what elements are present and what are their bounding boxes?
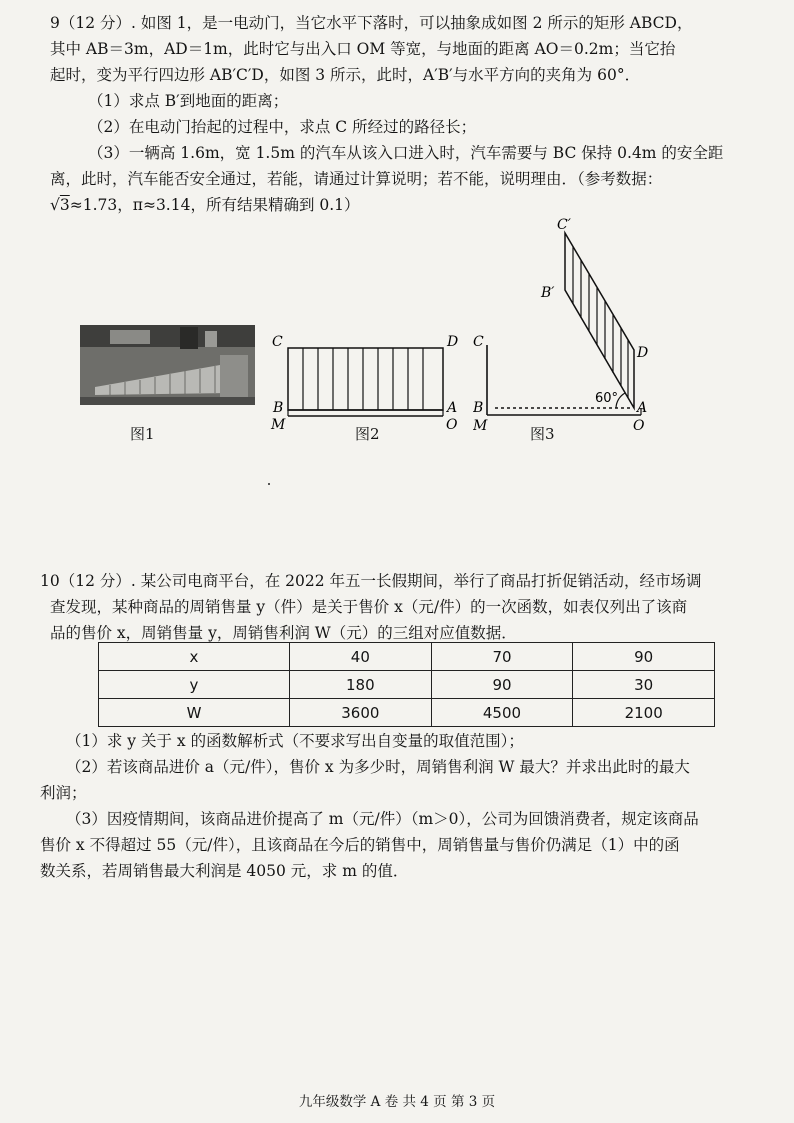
fig3-point-C: C xyxy=(473,334,484,350)
fig3-point-D: D xyxy=(637,345,649,361)
table-cell: 90 xyxy=(573,643,715,671)
figure1-photo xyxy=(80,325,255,405)
q9-line1: 9（12 分）. 如图 1，是一电动门，当它水平下落时，可以抽象成如图 2 所示的矩形 ABCD， xyxy=(50,14,693,32)
figures-area xyxy=(80,215,680,450)
q10-part3-line1: （3）因疫情期间，该商品进价提高了 m（元/件）（m＞0），公司为回馈消费者，规定该商品 xyxy=(66,810,699,828)
fig2-point-M: M xyxy=(271,417,286,430)
table-cell: 2100 xyxy=(573,699,715,727)
figure3-label: 图3 xyxy=(530,425,555,443)
table-row-y xyxy=(99,671,715,699)
figure2-label: 图2 xyxy=(355,425,380,443)
sqrt-symbol: √ xyxy=(50,196,60,214)
q10-data-table xyxy=(98,642,715,727)
fig3-point-O: O xyxy=(633,418,645,434)
q10-line1: 10（12 分）. 某公司电商平台，在 2022 年五一长假期间，举行了商品打折促销活动，经市场调 xyxy=(40,572,702,590)
table-cell: 70 xyxy=(431,643,573,671)
fig2-point-D: D xyxy=(447,334,459,350)
fig2-point-B: B xyxy=(273,400,284,416)
fig3-angle-label: 60° xyxy=(595,391,619,406)
q10-part2-line2: 利润； xyxy=(40,784,87,802)
sqrt-value: 3 xyxy=(59,196,70,214)
q9-part3-line2: 离，此时，汽车能否安全通过，若能，请通过计算说明；若不能，说明理由．（参考数据： xyxy=(50,170,663,188)
q10-part3-line3: 数关系，若周销售最大利润是 4050 元，求 m 的值． xyxy=(40,862,409,880)
table-cell: W xyxy=(99,699,290,727)
q9-part1: （1）求点 B′到地面的距离； xyxy=(88,92,289,110)
fig3-point-M: M xyxy=(473,418,488,434)
table-row-x xyxy=(99,643,715,671)
figure2-diagram xyxy=(270,330,460,430)
table-cell: x xyxy=(99,643,290,671)
q9-part2: （2）在电动门抬起的过程中，求点 C 所经过的路径长； xyxy=(88,118,477,136)
fig3-point-A: A xyxy=(637,400,648,416)
table-cell: y xyxy=(99,671,290,699)
fig3-point-Cprime: C′ xyxy=(557,217,571,233)
table-cell: 180 xyxy=(290,671,432,699)
q10-line2: 查发现，某种商品的周销售量 y（件）是关于售价 x（元/件）的一次函数，如表仅列出了该商 xyxy=(50,598,688,616)
figure1-label: 图1 xyxy=(130,425,155,443)
fig3-point-Bprime: B′ xyxy=(541,285,555,301)
table-cell: 4500 xyxy=(431,699,573,727)
table-cell: 30 xyxy=(573,671,715,699)
q9-part3-line1: （3）一辆高 1.6m，宽 1.5m 的汽车从该入口进入时，汽车需要与 BC 保持 0.4m 的安全距 xyxy=(88,144,724,162)
fig2-point-O: O xyxy=(446,417,458,430)
q10-part1: （1）求 y 关于 x 的函数解析式（不要求写出自变量的取值范围）； xyxy=(66,732,524,750)
fig2-point-A: A xyxy=(447,400,458,416)
table-row-w xyxy=(99,699,715,727)
stray-dot xyxy=(268,483,270,485)
table-cell: 40 xyxy=(290,643,432,671)
q10-line3: 品的售价 x，周销售量 y，周销售利润 W（元）的三组对应值数据． xyxy=(50,624,517,642)
table-cell: 90 xyxy=(431,671,573,699)
q9-line2: 其中 AB＝3m，AD＝1m，此时它与出入口 OM 等宽，与地面的距离 AO＝0.2m；当它抬 xyxy=(50,40,676,58)
table-cell: 3600 xyxy=(290,699,432,727)
q10-part3-line2: 售价 x 不得超过 55（元/件），且该商品在今后的销售中，周销售量与售价仍满足（1）中的函 xyxy=(40,836,680,854)
figure3-diagram xyxy=(473,215,673,435)
fig2-point-C: C xyxy=(272,334,283,350)
reference-data: ≈1.73，π≈3.14，所有结果精确到 0.1） xyxy=(69,196,360,214)
fig3-point-B: B xyxy=(473,400,484,416)
page-footer: 九年级数学 A 卷 共 4 页 第 3 页 xyxy=(298,1094,496,1110)
q10-part2-line1: （2）若该商品进价 a（元/件），售价 x 为多少时，周销售利润 W 最大？并求出此时的最大 xyxy=(66,758,690,776)
q9-line3: 起时，变为平行四边形 AB′C′D，如图 3 所示，此时，A′B′与水平方向的夹角为 60°． xyxy=(50,66,641,84)
